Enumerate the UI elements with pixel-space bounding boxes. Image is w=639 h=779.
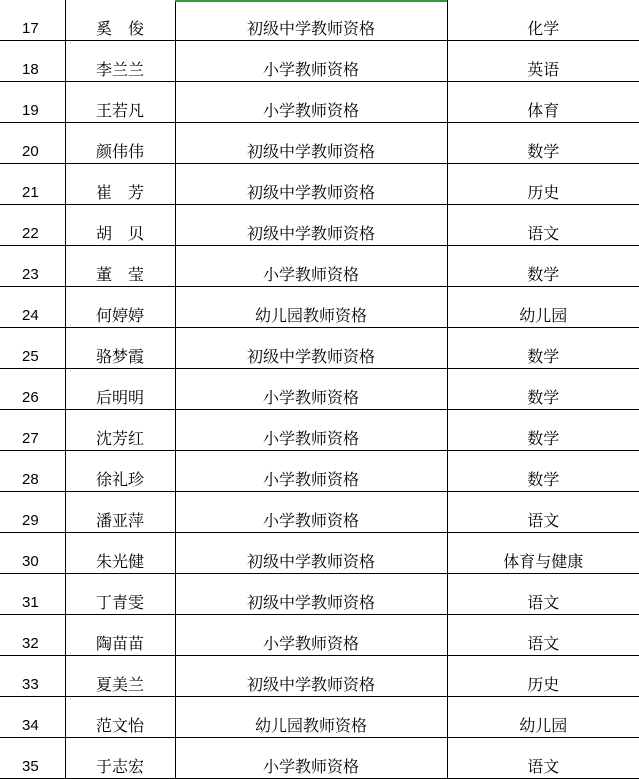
row-number-cell[interactable]: 24 [0, 287, 65, 328]
qualification-cell[interactable]: 小学教师资格 [175, 451, 447, 492]
name-cell[interactable]: 丁青雯 [65, 574, 175, 615]
row-number-cell[interactable]: 33 [0, 656, 65, 697]
row-number-cell[interactable]: 28 [0, 451, 65, 492]
subject-cell[interactable]: 数学 [447, 451, 639, 492]
name-cell[interactable]: 奚 俊 [65, 0, 175, 41]
row-number-cell[interactable]: 17 [0, 0, 65, 41]
qualification-cell[interactable]: 初级中学教师资格 [175, 574, 447, 615]
table-row [0, 205, 639, 246]
table-row [0, 369, 639, 410]
subject-cell[interactable]: 数学 [447, 410, 639, 451]
table-row [0, 410, 639, 451]
qualification-cell[interactable]: 小学教师资格 [175, 369, 447, 410]
table-row [0, 697, 639, 738]
name-cell[interactable]: 范文怡 [65, 697, 175, 738]
table-row [0, 123, 639, 164]
subject-cell[interactable]: 历史 [447, 164, 639, 205]
name-cell[interactable]: 徐礼珍 [65, 451, 175, 492]
row-number-cell[interactable]: 32 [0, 615, 65, 656]
subject-cell[interactable]: 数学 [447, 246, 639, 287]
qualification-cell[interactable]: 小学教师资格 [175, 41, 447, 82]
qualification-cell[interactable]: 初级中学教师资格 [175, 328, 447, 369]
name-cell[interactable]: 于志宏 [65, 738, 175, 779]
qualification-cell[interactable]: 小学教师资格 [175, 410, 447, 451]
subject-cell[interactable]: 英语 [447, 41, 639, 82]
table-row [0, 451, 639, 492]
name-cell[interactable]: 后明明 [65, 369, 175, 410]
subject-cell[interactable]: 体育 [447, 82, 639, 123]
table-row [0, 82, 639, 123]
qualification-cell[interactable]: 小学教师资格 [175, 492, 447, 533]
table-row [0, 492, 639, 533]
qualification-cell[interactable]: 小学教师资格 [175, 615, 447, 656]
qualification-cell[interactable]: 小学教师资格 [175, 82, 447, 123]
selected-cell-border [175, 0, 447, 2]
subject-cell[interactable]: 数学 [447, 328, 639, 369]
row-number-cell[interactable]: 23 [0, 246, 65, 287]
row-number-cell[interactable]: 29 [0, 492, 65, 533]
subject-cell[interactable]: 语文 [447, 492, 639, 533]
table-row [0, 328, 639, 369]
qualification-cell[interactable]: 幼儿园教师资格 [175, 287, 447, 328]
name-cell[interactable]: 骆梦霞 [65, 328, 175, 369]
name-cell[interactable]: 潘亚萍 [65, 492, 175, 533]
name-cell[interactable]: 夏美兰 [65, 656, 175, 697]
table-row [0, 533, 639, 574]
row-number-cell[interactable]: 20 [0, 123, 65, 164]
qualification-cell[interactable]: 初级中学教师资格 [175, 0, 447, 41]
name-cell[interactable]: 陶苗苗 [65, 615, 175, 656]
name-cell[interactable]: 崔 芳 [65, 164, 175, 205]
subject-cell[interactable]: 体育与健康 [447, 533, 639, 574]
table-row [0, 615, 639, 656]
table-row [0, 287, 639, 328]
subject-cell[interactable]: 数学 [447, 369, 639, 410]
subject-cell[interactable]: 语文 [447, 205, 639, 246]
qualification-cell[interactable]: 小学教师资格 [175, 738, 447, 779]
qualification-cell[interactable]: 初级中学教师资格 [175, 164, 447, 205]
name-cell[interactable]: 胡 贝 [65, 205, 175, 246]
qualification-cell[interactable]: 幼儿园教师资格 [175, 697, 447, 738]
qualification-cell[interactable]: 初级中学教师资格 [175, 205, 447, 246]
subject-cell[interactable]: 语文 [447, 738, 639, 779]
qualification-cell[interactable]: 小学教师资格 [175, 246, 447, 287]
row-number-cell[interactable]: 31 [0, 574, 65, 615]
row-number-cell[interactable]: 21 [0, 164, 65, 205]
name-cell[interactable]: 何婷婷 [65, 287, 175, 328]
row-number-cell[interactable]: 19 [0, 82, 65, 123]
table-row [0, 246, 639, 287]
subject-cell[interactable]: 数学 [447, 123, 639, 164]
row-number-cell[interactable]: 27 [0, 410, 65, 451]
name-cell[interactable]: 颜伟伟 [65, 123, 175, 164]
name-cell[interactable]: 朱光健 [65, 533, 175, 574]
row-number-cell[interactable]: 26 [0, 369, 65, 410]
row-number-cell[interactable]: 30 [0, 533, 65, 574]
subject-cell[interactable]: 语文 [447, 574, 639, 615]
table-row [0, 574, 639, 615]
table-row [0, 41, 639, 82]
name-cell[interactable]: 王若凡 [65, 82, 175, 123]
row-number-cell[interactable]: 22 [0, 205, 65, 246]
subject-cell[interactable]: 幼儿园 [447, 697, 639, 738]
name-cell[interactable]: 沈芳红 [65, 410, 175, 451]
qualification-cell[interactable]: 初级中学教师资格 [175, 533, 447, 574]
row-number-cell[interactable]: 34 [0, 697, 65, 738]
table-row [0, 0, 639, 41]
row-number-cell[interactable]: 25 [0, 328, 65, 369]
qualification-cell[interactable]: 初级中学教师资格 [175, 656, 447, 697]
subject-cell[interactable]: 语文 [447, 615, 639, 656]
table-row [0, 656, 639, 697]
qualification-cell[interactable]: 初级中学教师资格 [175, 123, 447, 164]
subject-cell[interactable]: 幼儿园 [447, 287, 639, 328]
table-row [0, 164, 639, 205]
subject-cell[interactable]: 化学 [447, 0, 639, 41]
table-row [0, 738, 639, 779]
name-cell[interactable]: 董 莹 [65, 246, 175, 287]
row-number-cell[interactable]: 35 [0, 738, 65, 779]
name-cell[interactable]: 李兰兰 [65, 41, 175, 82]
row-number-cell[interactable]: 18 [0, 41, 65, 82]
subject-cell[interactable]: 历史 [447, 656, 639, 697]
